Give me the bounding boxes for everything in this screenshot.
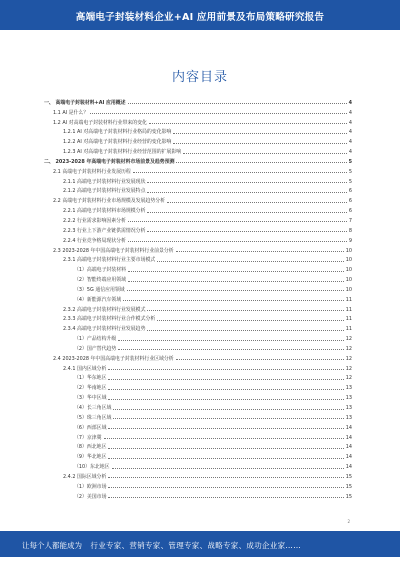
toc-entry-title: （2）华南地区 bbox=[74, 385, 107, 392]
toc-leader-dots bbox=[128, 221, 347, 222]
toc-leader-dots bbox=[108, 369, 343, 370]
toc-leader-dots bbox=[147, 192, 346, 193]
toc-leader-dots bbox=[108, 428, 343, 429]
footer-slogan bbox=[22, 540, 301, 551]
toc-leader-dots bbox=[118, 349, 344, 350]
toc-entry-title: 1.1 AI 是什么？ bbox=[53, 109, 89, 116]
toc-leader-dots bbox=[147, 310, 343, 311]
toc-leader-dots bbox=[183, 153, 347, 154]
toc-entry-title: 1.2.3 AI 对高端电子封装材料行业经营范围的扩展影响 bbox=[63, 149, 182, 156]
toc-entry-title: 2.2.3 行业上下游产业链供需情况分析 bbox=[63, 227, 146, 234]
toc-entry-title: 1.2.1 AI 对高端电子封装材料行业格局的变化影响 bbox=[63, 129, 172, 136]
toc-entry-title: （10）东北地区 bbox=[74, 464, 110, 471]
toc-leader-dots bbox=[147, 330, 343, 331]
toc-leader-dots bbox=[173, 133, 347, 134]
toc-entry-page: 9 bbox=[348, 237, 352, 244]
toc-entry[interactable] bbox=[36, 391, 352, 401]
toc-entry[interactable] bbox=[36, 372, 352, 382]
toc-entry[interactable] bbox=[36, 450, 352, 460]
toc-entry[interactable] bbox=[36, 362, 352, 372]
toc-entry-title: （4）新能源汽车领域 bbox=[74, 296, 122, 303]
toc-entry-page: 10 bbox=[345, 247, 352, 254]
toc-entry[interactable] bbox=[36, 234, 352, 244]
toc-entry-page: 12 bbox=[345, 336, 352, 343]
toc-leader-dots bbox=[108, 379, 343, 380]
toc-entry-title: 2.1.1 高端电子封装材料行业发展现状 bbox=[63, 178, 146, 185]
toc-entry-title: 2.3.4 高端电子封装材料行业发展趋势 bbox=[63, 326, 146, 333]
toc-entry-page: 6 bbox=[348, 198, 352, 205]
toc-entry-page: 10 bbox=[345, 277, 352, 284]
toc-leader-dots bbox=[128, 281, 344, 282]
toc-entry-page: 4 bbox=[348, 119, 352, 126]
toc-leader-dots bbox=[123, 300, 344, 301]
toc-leader-dots bbox=[128, 271, 344, 272]
toc-entry[interactable] bbox=[36, 352, 352, 362]
toc-leader-dots bbox=[113, 418, 343, 419]
toc-entry-title: 2.3 2023-2028 年中国高端电子封装材料行业前景分析 bbox=[53, 247, 174, 254]
toc-entry-title: （3）华中区域 bbox=[74, 395, 107, 402]
toc-entry-page: 6 bbox=[348, 208, 352, 215]
toc-leader-dots bbox=[104, 438, 344, 439]
toc-entry-title: （1）华东地区 bbox=[74, 375, 107, 382]
toc-entry-page: 12 bbox=[345, 355, 352, 362]
toc-leader-dots bbox=[118, 340, 344, 341]
toc-entry[interactable] bbox=[36, 401, 352, 411]
toc-entry-page: 8 bbox=[348, 227, 352, 234]
toc-entry[interactable] bbox=[36, 175, 352, 185]
toc-entry-title: （3）5G 通信应用领域 bbox=[74, 286, 125, 293]
toc-entry-page: 11 bbox=[345, 306, 352, 313]
toc-entry-title: 2.4.1 国内区域分析 bbox=[63, 365, 107, 372]
toc-entry-title: （2）美国市场 bbox=[74, 493, 107, 500]
toc-entry[interactable] bbox=[36, 411, 352, 421]
toc-entry[interactable] bbox=[36, 273, 352, 283]
toc-entry-title: （8）西北地区 bbox=[74, 444, 107, 451]
toc-entry[interactable] bbox=[36, 204, 352, 214]
toc-leader-dots bbox=[128, 103, 347, 104]
toc-entry[interactable] bbox=[36, 155, 352, 165]
toc-entry[interactable] bbox=[36, 106, 352, 116]
toc-leader-dots bbox=[108, 458, 343, 459]
toc-entry-page: 4 bbox=[348, 99, 352, 106]
toc-entry-title: 2.4 2023-2028 年中国高端电子封装材料行业区域分析 bbox=[53, 355, 174, 362]
toc-entry-page: 13 bbox=[345, 414, 352, 421]
toc-leader-dots bbox=[128, 241, 347, 242]
toc-leader-dots bbox=[147, 231, 346, 232]
toc-entry[interactable] bbox=[36, 214, 352, 224]
toc-leader-dots bbox=[112, 468, 344, 469]
toc-entry-page: 7 bbox=[348, 217, 352, 224]
toc-leader-dots bbox=[108, 487, 343, 488]
toc-entry-page: 15 bbox=[345, 483, 352, 490]
toc-entry[interactable] bbox=[36, 145, 352, 155]
toc-entry-page: 4 bbox=[348, 139, 352, 146]
toc-entry-title: 2.2.1 高端电子封装材料市场规模分析 bbox=[63, 208, 146, 215]
toc-entry-title: （1）产品结构升级 bbox=[74, 336, 117, 343]
toc-entry[interactable] bbox=[36, 283, 352, 293]
toc-entry-page: 10 bbox=[345, 257, 352, 264]
toc-entry[interactable] bbox=[36, 96, 352, 106]
toc-leader-dots bbox=[133, 172, 347, 173]
footer-roles: 行业专家、营销专家、管理专家、战略专家、成功企业家…… bbox=[90, 541, 301, 550]
toc-heading: 内容目录 bbox=[171, 70, 228, 85]
toc-entry-page: 13 bbox=[345, 405, 352, 411]
toc-entry[interactable] bbox=[36, 441, 352, 451]
toc-entry-title: 2.1.2 高端电子封装材料行业发展特点 bbox=[63, 188, 146, 195]
toc-leader-dots bbox=[108, 477, 343, 478]
toc-entry-page: 12 bbox=[345, 345, 352, 352]
toc-entry-title: 2.3.3 高端电子封装材料行业合作模式分析 bbox=[63, 316, 156, 323]
toc-entry-title: （5）珠三角区域 bbox=[74, 414, 112, 421]
toc-entry-title: （7）京津冀 bbox=[74, 434, 102, 441]
table-of-contents bbox=[36, 96, 352, 500]
toc-entry[interactable] bbox=[36, 490, 352, 500]
toc-entry[interactable] bbox=[36, 303, 352, 313]
toc-entry-title: 2.2.2 行业需求影响因素分析 bbox=[63, 217, 126, 224]
toc-entry-page: 12 bbox=[345, 375, 352, 382]
toc-entry-title: 二、 2023-2028 年高端电子封装材料市场前景及趋势预测 bbox=[44, 158, 175, 165]
toc-entry[interactable] bbox=[36, 185, 352, 195]
toc-entry-page: 5 bbox=[348, 178, 352, 185]
toc-entry-page: 12 bbox=[345, 365, 352, 372]
toc-leader-dots bbox=[127, 290, 344, 291]
toc-leader-dots bbox=[108, 399, 343, 400]
toc-entry-page: 15 bbox=[345, 473, 352, 480]
toc-entry-page: 14 bbox=[345, 464, 352, 471]
toc-entry-page: 14 bbox=[345, 424, 352, 431]
toc-entry[interactable] bbox=[36, 332, 352, 342]
toc-entry[interactable] bbox=[36, 165, 352, 175]
toc-entry[interactable] bbox=[36, 116, 352, 126]
toc-leader-dots bbox=[149, 123, 347, 124]
toc-entry-title: 1.2 AI 对高端电子封装材料行业带来的变化 bbox=[53, 119, 147, 126]
toc-leader-dots bbox=[176, 251, 344, 252]
toc-entry-title: （1）欧洲市场 bbox=[74, 483, 107, 490]
toc-entry-page: 11 bbox=[345, 326, 352, 333]
toc-entry-title: 2.1 高端电子封装材料行业发展历程 bbox=[53, 168, 131, 175]
toc-entry-page: 5 bbox=[348, 158, 352, 165]
toc-leader-dots bbox=[108, 497, 343, 498]
toc-entry[interactable] bbox=[36, 381, 352, 391]
toc-entry[interactable] bbox=[36, 135, 352, 145]
toc-entry[interactable] bbox=[36, 470, 352, 480]
toc-entry-page: 14 bbox=[345, 444, 352, 451]
toc-leader-dots bbox=[108, 389, 343, 390]
toc-leader-dots bbox=[147, 212, 346, 213]
toc-entry[interactable] bbox=[36, 480, 352, 490]
toc-leader-dots bbox=[157, 320, 344, 321]
toc-entry[interactable] bbox=[36, 460, 352, 470]
toc-entry-title: 2.3.1 高端电子封装材料行业主要市场模式 bbox=[63, 257, 156, 264]
toc-entry[interactable] bbox=[36, 313, 352, 323]
toc-leader-dots bbox=[157, 261, 344, 262]
toc-entry-title: 2.2.4 行业竞争格局现状分析 bbox=[63, 237, 126, 244]
toc-entry-page: 6 bbox=[348, 188, 352, 195]
toc-leader-dots bbox=[108, 448, 343, 449]
toc-entry-title: （9）华北地区 bbox=[74, 454, 107, 461]
toc-entry-title: 2.4.2 国际区域分析 bbox=[63, 473, 107, 480]
toc-leader-dots bbox=[173, 143, 347, 144]
toc-leader-dots bbox=[167, 202, 347, 203]
toc-entry[interactable] bbox=[36, 194, 352, 204]
toc-entry-title: （1）高端电子封装材料 bbox=[74, 267, 127, 274]
toc-entry-page: 14 bbox=[345, 434, 352, 441]
toc-entry-page: 5 bbox=[348, 168, 352, 175]
toc-entry[interactable] bbox=[36, 421, 352, 431]
toc-entry[interactable] bbox=[36, 224, 352, 234]
toc-entry-page: 13 bbox=[345, 385, 352, 392]
toc-entry-title: （4）长三角区域 bbox=[74, 405, 112, 411]
toc-leader-dots bbox=[147, 182, 346, 183]
toc-entry[interactable] bbox=[36, 263, 352, 273]
page-number: 2 bbox=[347, 519, 350, 524]
toc-entry-page: 10 bbox=[345, 286, 352, 293]
toc-entry-page: 4 bbox=[348, 149, 352, 156]
toc-entry-page: 11 bbox=[345, 316, 352, 323]
toc-entry-page: 4 bbox=[348, 129, 352, 136]
toc-entry[interactable] bbox=[36, 342, 352, 352]
toc-leader-dots bbox=[113, 409, 343, 410]
toc-entry-title: 一、 高端电子封装材料+AI 应用概述 bbox=[44, 99, 126, 106]
toc-entry-page: 10 bbox=[345, 267, 352, 274]
toc-entry-title: 1.2.2 AI 对高端电子封装材料行业经营的变化影响 bbox=[63, 139, 172, 146]
toc-entry[interactable] bbox=[36, 322, 352, 332]
toc-entry-page: 4 bbox=[348, 109, 352, 116]
toc-entry[interactable] bbox=[36, 293, 352, 303]
footer-lead: 让每个人都能成为 bbox=[22, 541, 82, 550]
toc-leader-dots bbox=[176, 359, 344, 360]
toc-entry-title: 2.3.2 高端电子封装材料行业发展模式 bbox=[63, 306, 146, 313]
toc-entry-page: 14 bbox=[345, 454, 352, 461]
toc-entry-title: （2）智能终端应用领域 bbox=[74, 277, 127, 284]
toc-entry[interactable] bbox=[36, 126, 352, 136]
toc-entry-title: （6）西部区域 bbox=[74, 424, 107, 431]
toc-entry-title: 2.2 高端电子封装材料行业市场规模及发展趋势分析 bbox=[53, 198, 166, 205]
toc-entry[interactable] bbox=[36, 244, 352, 254]
toc-entry-title: （2）国产替代趋势 bbox=[74, 345, 117, 352]
toc-entry[interactable] bbox=[36, 254, 352, 264]
toc-leader-dots bbox=[176, 162, 346, 163]
toc-entry[interactable] bbox=[36, 431, 352, 441]
toc-leader-dots bbox=[90, 113, 347, 114]
toc-entry-page: 11 bbox=[345, 296, 352, 303]
toc-entry-page: 15 bbox=[345, 493, 352, 500]
report-title: 高端电子封装材料企业+AI 应用前景及布局策略研究报告 bbox=[75, 12, 325, 23]
toc-entry-page: 13 bbox=[345, 395, 352, 402]
